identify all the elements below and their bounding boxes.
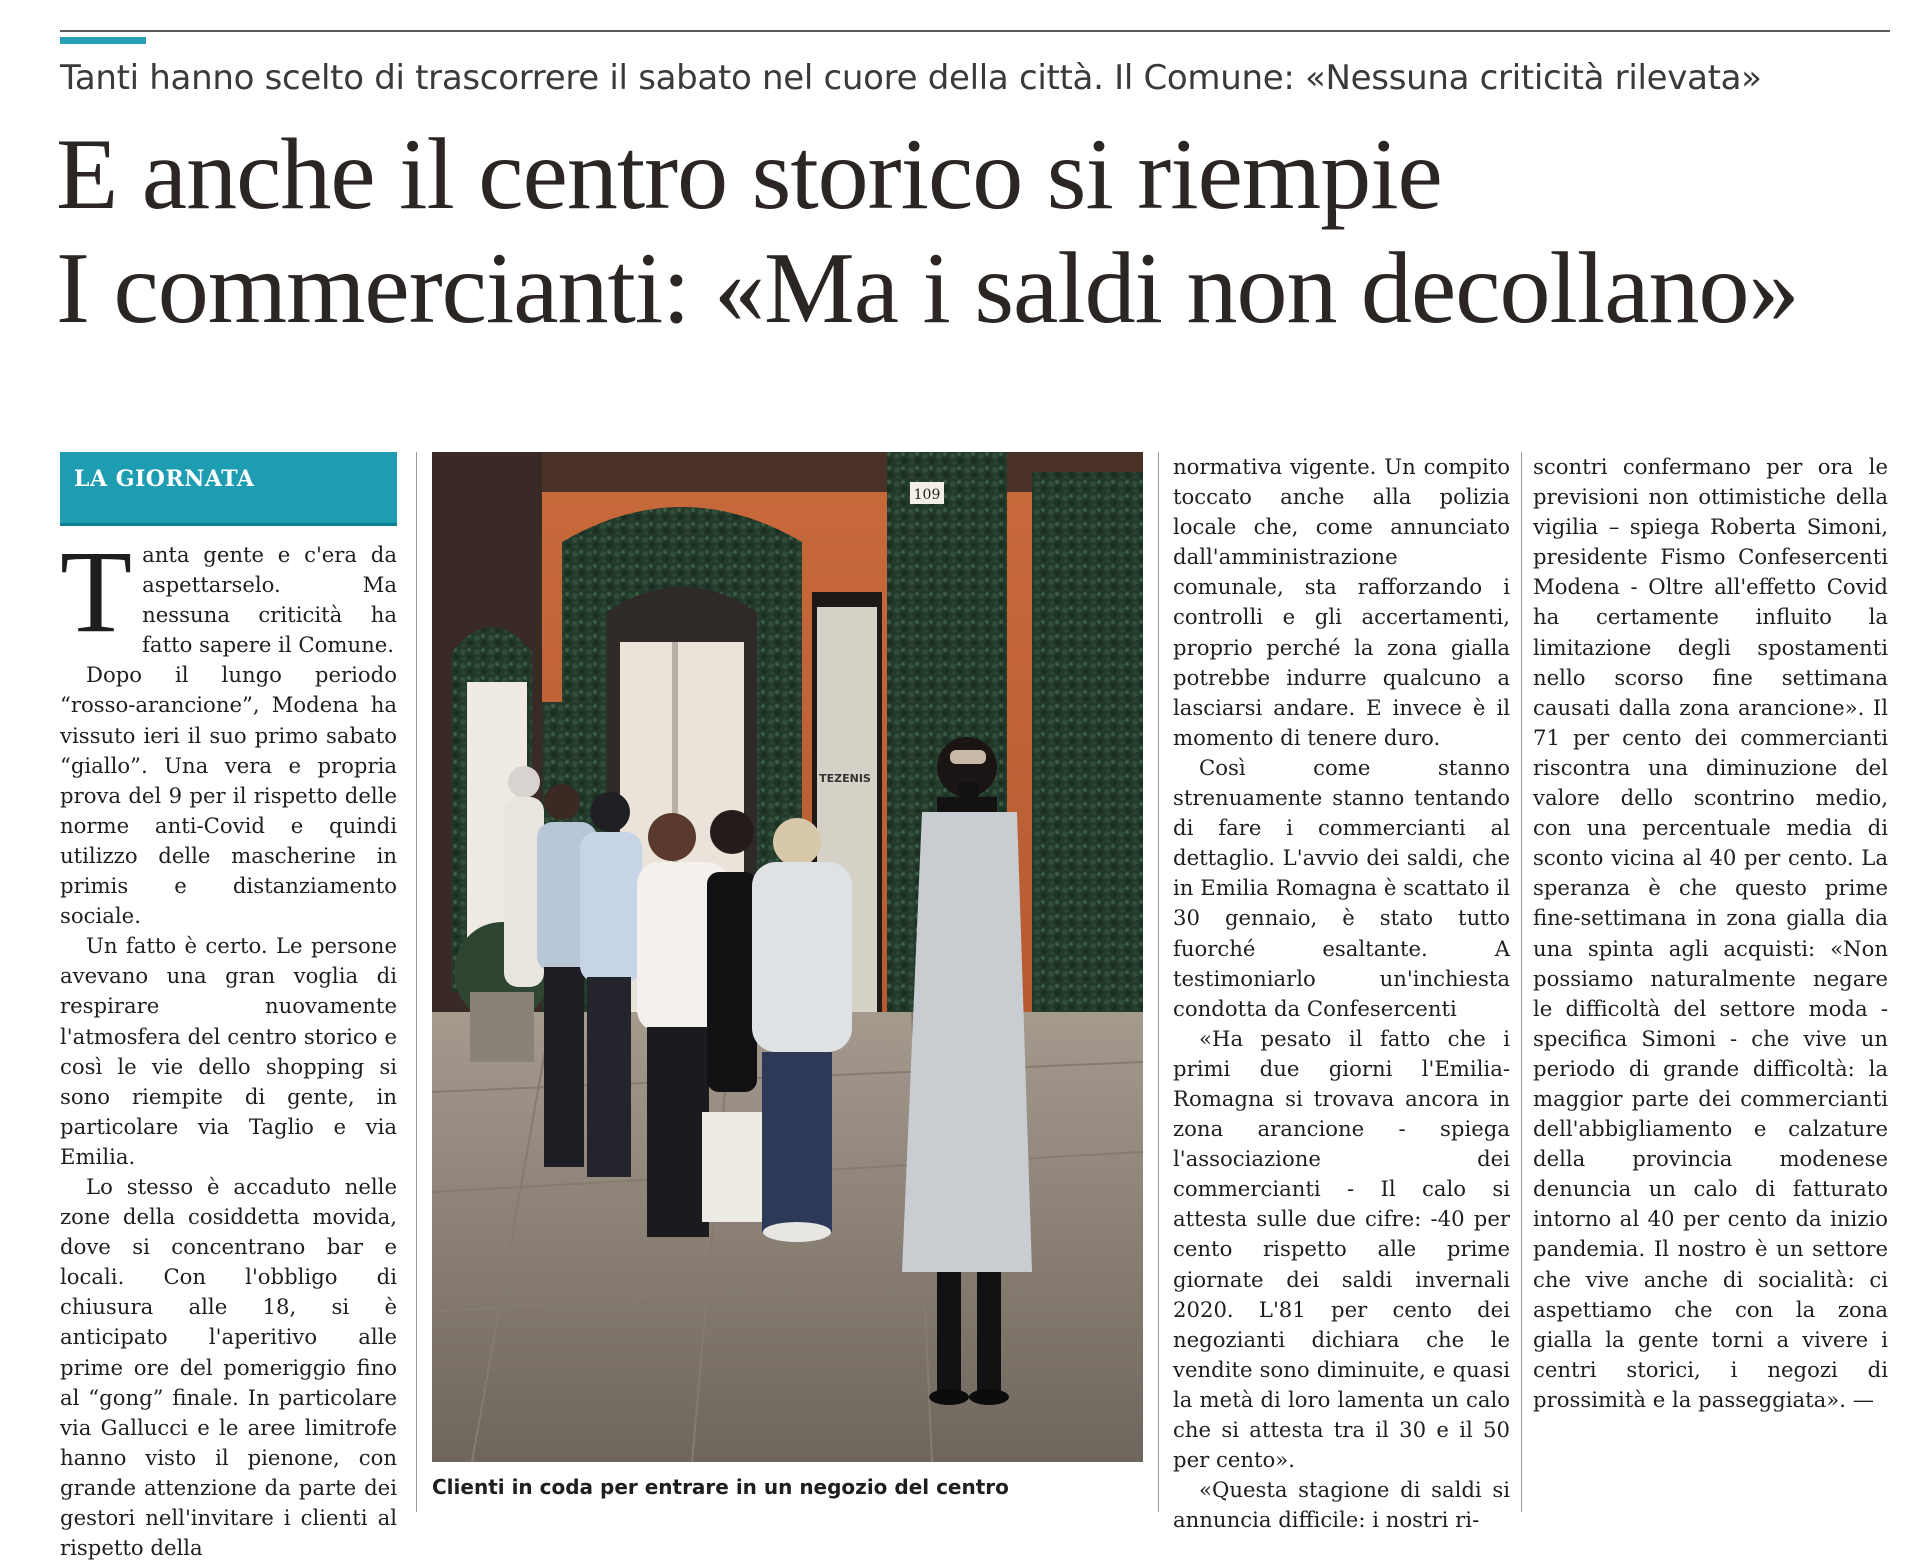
- photo-illustration: [432, 452, 1143, 1462]
- paragraph: Così come stanno strenuamente stanno tentando di fare i commercianti al dettaglio. L'avvio dei saldi, che in Emilia Romagna è scattato il 30 gennaio, è stato tutto fuorché esaltante. A testimoniarlo un'inchiesta condotta da Confesercenti: [1173, 754, 1510, 1021]
- top-rule: [60, 30, 1890, 32]
- section-label: [60, 452, 397, 526]
- street-number: 109: [913, 487, 941, 503]
- paragraph: «Questa stagione di saldi si annuncia difficile: i nostri ri-: [1173, 1477, 1510, 1533]
- column-rule: [1521, 452, 1522, 1512]
- paragraph: scontri confermano per ora le previsioni non ottimistiche della vigilia – spiega Roberta Simoni, presidente Fismo Confesercenti Modena - Oltre all'effetto Covid ha certamente influito la limitazione degli spostamenti nello scorso fine settimana causati dalla zona arancione». Il 71 per cento dei commercianti riscontra una diminuzione del valore dello scontrino medio, con una percentuale media di sconto vicina al 40 per cento. La speranza è che questo prime fine-settimana in zona gialla dia una spinta agli acquisti: «Non possiamo naturalmente negare le difficoltà del settore moda - specifica Simoni - che vive un periodo di grande difficoltà: la maggior parte dei commercianti dell'abbigliamento e calzature della provincia modenese denuncia un calo di fatturato intorno al 40 per cento da inizio pandemia. Il nostro è un settore che vive anche di socialità: ci aspettiamo che con la zona gialla la gente torni a vivere i centri storici, i negozi di prossimità e la passeggiata». —: [1533, 454, 1888, 1412]
- column-rule: [1158, 452, 1159, 1512]
- headline: [56, 118, 1896, 346]
- photo-caption: Clienti in coda per entrare in un negozio del centro: [432, 1475, 1009, 1499]
- column-1: [60, 526, 397, 1561]
- paragraph: Dopo il lungo periodo “rosso-arancione”, Modena ha vissuto ieri il suo primo sabato “giallo”. Una vera e propria prova del 9 per il rispetto delle norme anti-Covid e quindi utilizzo delle mascherine in primis e distanziamento sociale.: [60, 662, 397, 929]
- paragraph: [60, 526, 397, 660]
- headline-line-1: E anche il centro storico si riempie: [56, 118, 1442, 231]
- paragraph-text: anta gente e c'era da aspettarselo. Ma nessuna criticità ha fatto sapere il Comune.: [142, 542, 397, 658]
- column-rule: [416, 452, 417, 1512]
- dropcap: T: [60, 526, 133, 657]
- paragraph: «Ha pesato il fatto che i primi due giorni l'Emilia-Romagna si trovava ancora in zona arancione - spiega l'associazione dei commercianti - Il calo si attesta sulle due cifre: -40 per cento rispetto alle prime giornate dei saldi invernali 2020. L'81 per cento dei negozianti dichiara che le vendite sono diminuite, e quasi la metà di loro lamenta un calo che si attesta tra il 30 e il 50 per cento».: [1173, 1025, 1510, 1473]
- column-3: [1173, 452, 1510, 1533]
- paragraph: Un fatto è certo. Le persone avevano una gran voglia di respirare nuovamente l'atmosfera del centro storico e così le vie dello shopping si sono riempite di gente, in particolare via Taglio e via Emilia.: [60, 933, 397, 1169]
- paragraph: Lo stesso è accaduto nelle zone della cosiddetta movida, dove si concentrano bar e locali. Con l'obbligo di chiusura alle 18, si è anticipato l'aperitivo alle prime ore del pomeriggio fino al “gong” finale. In particolare via Gallucci e le aree limitrofe hanno visto il pienone, con grande attenzione da parte dei gestori nell'invitare i clienti al rispetto della: [60, 1173, 397, 1561]
- column-4: [1533, 452, 1888, 1512]
- section-label-text: LA GIORNATA: [74, 466, 255, 492]
- kicker: Tanti hanno scelto di trascorrere il sabato nel cuore della città. Il Comune: «Nessuna criticità rilevata»: [60, 58, 1762, 98]
- top-accent-bar: [60, 37, 146, 44]
- paragraph: normativa vigente. Un compito toccato anche alla polizia locale che, come annunciato dall'amministrazione comunale, sta rafforzando i controlli e gli accertamenti, proprio perché la zona gialla potrebbe indurre qualcuno a lasciarsi andare. E invece è il momento di tenere duro.: [1173, 454, 1510, 750]
- headline-line-2: I commercianti: «Ma i saldi non decollano»: [56, 232, 1799, 345]
- shop-sign: TEZENIS: [819, 772, 871, 785]
- article-photo: [432, 452, 1143, 1462]
